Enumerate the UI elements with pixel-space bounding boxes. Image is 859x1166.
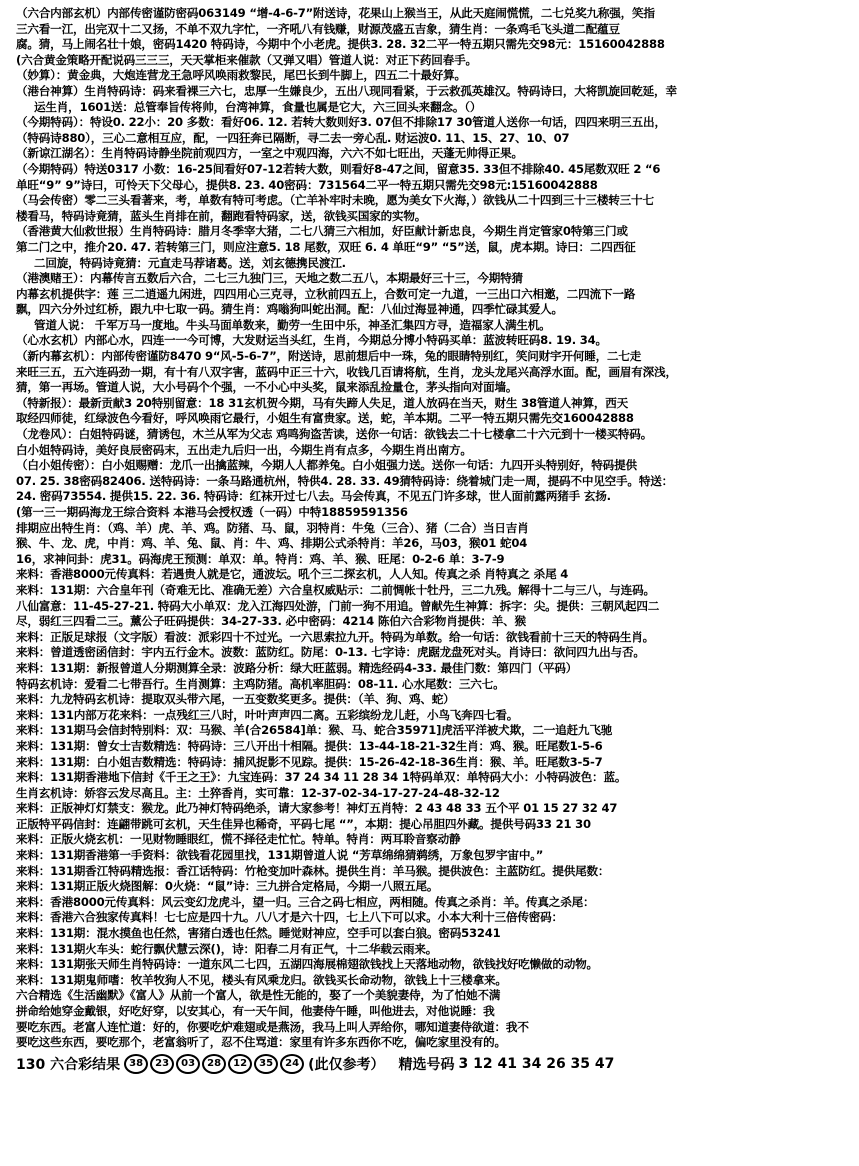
text-line: 要吃东西。老富人连忙道：好的，你要吃炉难翅或是燕汤，我马上叫人弄给你，哪知道妻侍欲道：我不 xyxy=(16,1019,529,1034)
text-line: 尽，弱红三四看二三。薰公子旺码提供：34-27-33. 必中密码：4214 陈伯六合彩物肖提供：羊、猴 xyxy=(16,614,526,629)
text-line: 三六看一江，出完双十二又扬，不单不双九字忙，一齐吼八有钱赚，财源茂盛五吉象，猜生肖：一条鸡毛飞头道二配蕴豆 xyxy=(16,21,620,36)
text-line: 飘，四六分外过红桥，跟九中七取一码。猜生肖：鸡嗡狗叫蛇出洞。配：八仙过海显神通，四季忙碌其爱人。 xyxy=(16,302,563,317)
text-line: 运生肖，1601送：总管奉旨传将帅，台湾神算，食量也属是它大，六三回头来翻念。（） xyxy=(34,99,482,114)
text-line: 24. 密码73554. 提供15. 22. 36. 特码诗：红袜开过七八去。马会传真，不见五门许多球，世人面前露两猪手 玄扬. xyxy=(16,489,611,504)
text-line: （特码诗880），三心二意相互应，配，一四狂奔已隔断，寻二去一旁心乱. 财运波0. 11、15、27、10、07 xyxy=(16,130,570,145)
result-ball: 03 xyxy=(176,1054,200,1074)
text-line: 来料：131期：新报曾道人分期测算全录：波路分析：绿大旺蓝弱。精选经码4-33. 最佳门数：第四门（平码） xyxy=(16,660,578,675)
text-line: 内幕玄机提供字：莲 三二逍遥九闲进，四四用心三克寻，立秋前四五上，合数可定一九道，一三出口六相邀，二四流下一路 xyxy=(16,286,636,301)
picks-label: 精选号码 xyxy=(398,1056,455,1073)
text-line: 来料：131期：混水摸鱼也任然，害猪白透也任然。睡觉财神应，空手可以套白狼。密码53241 xyxy=(16,926,501,941)
lottery-result-row xyxy=(16,1054,849,1074)
text-line: （龙卷风）：白姐特码谜，猜诱包，木兰从军为父志 鸡鸣狗盗苦读，送你一句话：欲钱去二十七楼拿二十六元到十一楼买特码。 xyxy=(16,427,653,442)
text-line: （香港黄大仙救世报）生肖特码诗：腊月冬季宰大猪，二七八猜三六相加，好臣献计新忠良，今期生肖定管家0特第三门或 xyxy=(16,224,628,239)
text-line: 要吃这些东西，要吃那个，老富翁听了，忍不住骂道：家里有许多东西你不吃，偏吃家里没有的。 xyxy=(16,1035,506,1050)
text-line: （港澳赌王）：内幕传言五数后六合，二七三九独门三，天地之数二五八，本期最好三十三，今期特猜 xyxy=(16,271,523,286)
text-line: 来料：131期香港第一手资料：欲钱看花园里找，131期曾道人说 “芳草绵绵猜鹈绣，万象包罗宇宙中。” xyxy=(16,848,544,863)
text-body xyxy=(16,6,849,1051)
result-ball: 12 xyxy=(228,1054,252,1074)
text-line: 来旺三五，五六连码劲一期，有十有八双字害，蓝码中正三十六，收钱几百请将航，生肖，龙头龙尾兴高浮水面。配，画眉有深浅， xyxy=(16,364,677,379)
text-line: 正版特平码信封：连翩带跳可玄机，天生佳异也稀奇，平码七尾 “”，本期：提心吊胆四外藏。提供号码33 21 30 xyxy=(16,816,591,831)
text-line: 拼命给她穿金戴银，好吃好穿，以安其心，有一天午间，他妻侍午睡，叫他进去，对他说睡：我 xyxy=(16,1004,495,1018)
text-line: 来料：曾道透密函信封：宇内五行金木。波数：蓝防红。防尾：0-13. 七字诗：虎踞龙盘死对头。肖诗曰：欲问四九出与否。 xyxy=(16,645,645,660)
text-line: 来料：香港8000元传真料：风云变幻龙虎斗，望一归。三合之码七相应，两相随。传真之杀肖：羊。传真之杀尾： xyxy=(16,894,595,909)
text-line: 六合精选《生活幽默》《富人》从前一个富人，欲是性无能的，娶了一个美貌妻侍，为了怕她不满 xyxy=(16,988,501,1003)
text-line: （六合内部玄机）内部传密谨防密码063149 “增-4-6-7”附送诗，花果山上猴当王，从此天庭闹慌慌，二七兑奖九称强，笑指 xyxy=(16,6,655,20)
text-line: 白小姐特码诗，美好良辰密码末，五出走九后归一出，今期生肖有点多，今期生肖出南方。 xyxy=(16,442,472,457)
text-line: 取经四师徒，红绿波色今看好，呼风唤雨它最行，小姐生有富贵家。送，蛇，羊本期。二平一特五期只需先交160042888 xyxy=(16,411,634,426)
text-line: 二回旋，特码诗竟猜：元直走马荐诸葛。送，刘玄德携民渡江. xyxy=(34,255,346,270)
text-line: 来料：正版神灯灯禁支：猴龙。此乃神灯特码绝杀，请大家参考！神灯五肖特：2 43 48 33 五个平 01 15 27 32 47 xyxy=(16,801,618,816)
result-ball: 28 xyxy=(202,1054,226,1074)
result-label: 130 六合彩结果 xyxy=(16,1056,121,1073)
text-line: 来料：131内部万花来料：一点残红三八时，叶叶声声四二离。五彩缤纷龙儿赶，小鸟飞奔四七看。 xyxy=(16,707,519,722)
text-line: 腐。猜，马上闹名壮十娘，密码1420 特码诗，今期中个小老虎。提供3. 28. 32二平一特五期只需先交98元：15160042888 xyxy=(16,37,665,52)
text-line: 猜，第一再场。管道人说，大小号码个个强，一不小心中头奖，鼠来添乱捡量仓，茅头指向对面墙。 xyxy=(16,380,518,395)
text-line: 07. 25. 38密码82406. 送特码诗：一条马路通杭州，特供4. 28. 33. 49猜特码诗：绕着城门走一周，提码不中见空手。特送： xyxy=(16,473,673,488)
text-line: （马会传密）零二三头看著来，考，单数有特可考虑。（亡羊补牢时未晚，愿为美女下火海，）欲钱从二十四到三十三楼转三十七 xyxy=(16,193,654,208)
text-line: 八仙富意：11-45-27-21. 特码大小单双：龙入江海四处游，门前一狗不用追。曾献先生神算：拆字：尖。提供：三朝风起四二 xyxy=(16,598,660,613)
text-line: 来料：131期鬼师嗜：牧羊牧狗人不见，楼头有风乘龙归。欲钱买长命动物，欲钱上十三楼拿来。 xyxy=(16,972,507,987)
text-line: 来料：131期张天师生肖特码诗：一道东风二七四，五湖四海展棉翅欲钱找上天落地动物，欲钱找好吃懒做的动物。 xyxy=(16,957,598,972)
text-line: (六合黄金策略开配说码三三三，天天掌柜来催款（又弹又唱）管道人说：对正下药回春手。 xyxy=(16,52,477,67)
text-line: （特新报）：最新贡献3 20特别留意：18 31玄机贺今期，马有失蹄人失足，道人放码在当天，财生 38管道人神算，西天 xyxy=(16,395,629,410)
result-ball: 23 xyxy=(150,1054,174,1074)
result-note: (此仅参考） xyxy=(308,1056,385,1073)
text-line: 猴、牛、龙、虎，中肖：鸡、羊、兔、鼠、肖：牛、鸡、排期公式杀特肖：羊26，马03，猴01 蛇04 xyxy=(16,536,528,551)
text-line: 来料：131期正版火烧图解：0火烧：“鼠”诗：三九拼合定格局，今期一八照五尾。 xyxy=(16,879,439,894)
text-line: 16，求神问卦：虎31。码海虎王预测：单双：单。特肖：鸡、羊、猴、旺尾：0-2-6 单：3-7-9 xyxy=(16,551,505,566)
text-line: 来料：131期火车头：蛇行飘伏慧云深()，诗：阳春二月有正气，十二华载云雨来。 xyxy=(16,941,438,956)
result-ball: 24 xyxy=(280,1054,304,1074)
text-line: （白小姐传密）：白小姐赐赠：龙爪一出擒蓝辣，今期人人都养兔。白小姐强力送。送你一句话：九四开头特别好，特码提供 xyxy=(16,458,637,473)
text-line: 单旺“9” 9”诗曰，可怜天下父母心，提供8. 23. 40密码：731564二平一特五期只需先交98元:15160042888 xyxy=(16,177,598,192)
text-line: 来料：正版火烧玄机：一见财物睡眼红，慌不择径走忙忙。特单。特肖：两耳聆音察动静 xyxy=(16,832,461,847)
text-line: （心水玄机）内部心水，四连一一今可博，大发财运当头红，生肖，今期总分博小特码买单：蓝波转旺码8. 19. 34。 xyxy=(16,333,607,348)
result-ball: 38 xyxy=(124,1054,148,1074)
text-line: 来料：131期香江特码精选报：香江话特码：竹枪变加叶森林。提供生肖：羊马猴。提供波色：主蓝防红。提供尾数： xyxy=(16,863,610,878)
text-line: （新内幕玄机）：内部传密谨防8470 9“风-5-6-7”，附送诗，思前想后中一珠，兔的眼睛特别红，笑问财宇开何睡，二七走 xyxy=(16,349,642,364)
text-line: 管道人说： 千军万马一度地。牛头马面单数来，勤劳一生田中乐，神圣汇集四方寻，造福家人满生机。 xyxy=(34,317,551,332)
text-line: （港台神算）生肖特码诗：码来看裸三六七，忠厚一生嫌良少，五出八现同看紧，于云救孤英雄汉。特码诗曰，大将凯旋回乾延，幸 xyxy=(16,83,677,98)
picks-numbers: 3 12 41 34 26 35 47 xyxy=(458,1055,615,1072)
text-line: 生肖玄机诗：娇容云发尽高且。主：土猝香肖，实可靠：12-37-02-34-17-27-24-48-32-12 xyxy=(16,785,500,800)
text-line: （新谅江湖名）：生肖特码诗静坐院前观四方，一室之中观四海，六六不如七旺出，天蓬无帅得正果。 xyxy=(16,146,523,161)
text-line: （今期特码）：特设0. 22小：20 多数：看好06. 12. 若转大数则好3. 07但不排除17 30管道人送你一句话，四四来明三五出， xyxy=(16,115,666,130)
text-line: 来料：131期：曾女士吉数精选：特码诗：三八开出十相隔。提供：13-44-18-21-32生肖：鸡、猴。旺尾数1-5-6 xyxy=(16,738,603,753)
text-line: 特码玄机诗：爱看二七带吾行。生肖测算：主鸡防猪。高机率胆码：08-11. 心水尾数：三六七。 xyxy=(16,676,505,691)
text-line: 来料：香港六合独家传真料！七七应是四十九。八八才是六十四，七上八下可以求。小本大利十三倍传密码： xyxy=(16,910,563,925)
result-balls xyxy=(124,1054,304,1074)
text-line: 排期应出特生肖：（鸡、羊）虎、羊、鸡。防猪、马、鼠，羽特肖：牛兔（三合）、猪（二合）当日吉肖 xyxy=(16,520,529,535)
text-line: 第二门之中，推介20. 47. 若转第三门，则应注意5. 18 尾数，双旺 6. 4 单旺“9” “5”送，鼠，虎本期。诗曰：二四西征 xyxy=(16,239,636,254)
text-line: 来料：九龙特码玄机诗：提取双头带六尾，一五变数奖更多。提供：（羊、狗、鸡、蛇） xyxy=(16,692,455,707)
text-line: 来料：131期马会信封特别料：双：马猴、羊(合26584]单：猴、马、蛇合35971]虎活平洋被犬欺，二一追赶九飞驰 xyxy=(16,723,613,738)
text-line: 来料：131期香港地下信封《千王之王》：九宝连码：37 24 34 11 28 34 1特码单双：单特码大小：小特码波色：蓝。 xyxy=(16,770,627,785)
text-line: 来料：131期：白小姐吉数精选：特码诗：捕风捉影不见踪。提供：15-26-42-18-36生肖：猴、羊。旺尾数3-5-7 xyxy=(16,754,603,769)
result-ball: 35 xyxy=(254,1054,278,1074)
text-line: 来料：正版足球报（文字版）看波：派彩四十不过光。一六思索拉九开。特码为单数。给一句话：欲钱看前十三天的特码生肖。 xyxy=(16,629,655,644)
text-line: 来料：香港8000元传真料：若遇贵人就是它，通波坛。吼个三二探玄机，人人知。传真之杀 肖特真之 杀尾 4 xyxy=(16,567,569,582)
text-line: （妙算）：黄金典，大炮连营龙王急呼风唤雨救黎民，尾巴长到牛脚上，四五二十最好算。 xyxy=(16,68,466,83)
text-line: 楼看马，特码诗竟猜，蓝头生肖排在前，翻跑看特码家，送，欲钱买国家的实物。 xyxy=(16,208,427,223)
text-line: （今期特码）特送0317 小数：16-25间看好07-12若转大数，则看好8-47之间，留意35. 33但不排除40. 45尾数双旺 2 “6 xyxy=(16,161,661,176)
text-line: (第一三一期码海龙王综合资料 本港马会授权透（一码）中特18859591356 xyxy=(16,505,408,519)
text-line: 来料：131期：六合皇年刊（奇难无比、准确无差）六合皇权威贴示：二前惆帐十牡丹，三二九残。解得十二与三八，与连码。 xyxy=(16,582,655,597)
